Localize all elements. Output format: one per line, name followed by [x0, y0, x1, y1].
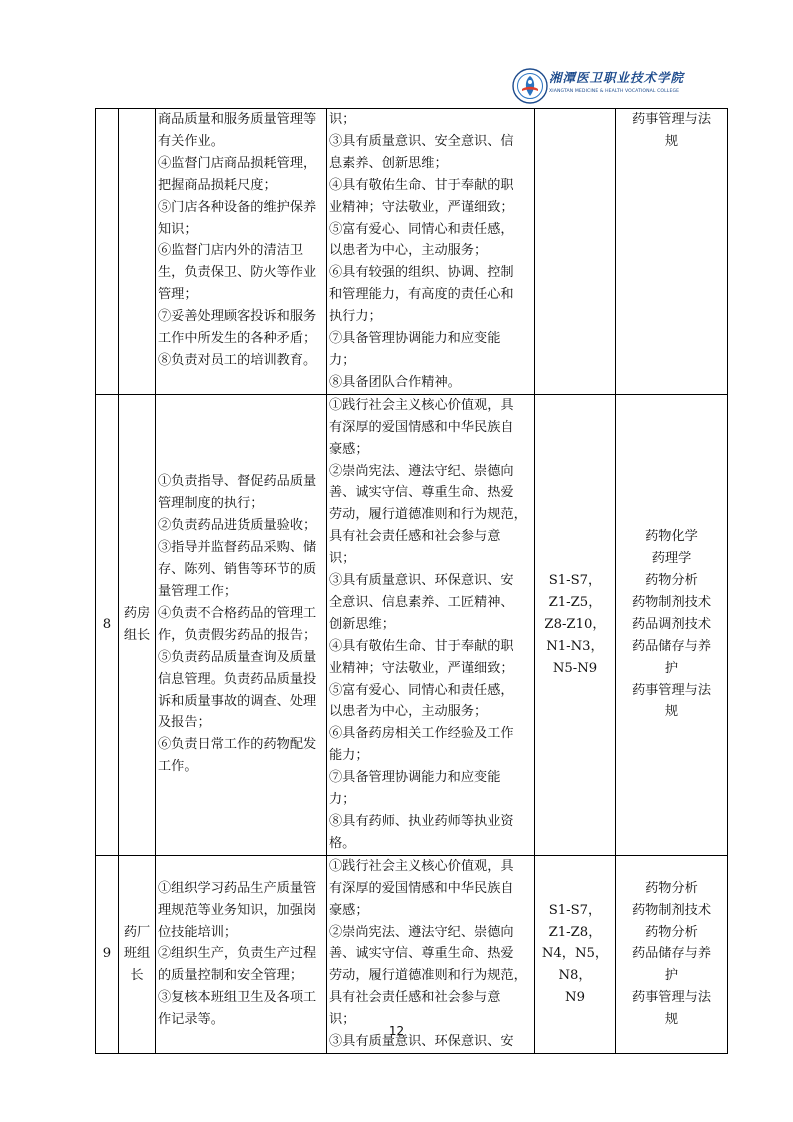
requirement-line: 豪感； [329, 441, 369, 457]
course-line: 护 [664, 660, 679, 676]
requirement-line: 识； [329, 112, 356, 127]
duty-line: ②负责药品进货质量验收； [158, 518, 317, 534]
duty-line: ③复核本班组卫生及各项工 [158, 990, 317, 1006]
duty-line: 有关作业。 [158, 133, 224, 149]
duty-line: 管理； [158, 287, 198, 303]
duty-line: ①组织学习药品生产质量管 [158, 880, 317, 896]
course-line: 药物制剂技术 [631, 594, 712, 610]
college-logo [512, 60, 717, 112]
requirement-line: 全意识、信息素养、工匠精神、 [329, 594, 514, 610]
duty-line: ⑧负责对员工的培训教育。 [158, 352, 317, 368]
requirement-line: ④具有敬佑生命、甘于奉献的职 [329, 177, 514, 193]
requirement-line: 识； [329, 1012, 356, 1028]
duty-line: 存、陈列、销售等环节的质 [158, 562, 317, 578]
requirement-line: 劳动，履行道德准则和行为规范， [329, 968, 527, 984]
duty-line: ⑤门店各种设备的维护保养 [158, 199, 317, 215]
college-name-block [549, 68, 719, 94]
requirement-line: ④具有敬佑生命、甘于奉献的职 [329, 638, 514, 654]
requirement-line: ⑥具有较强的组织、协调、控制 [329, 265, 514, 281]
duty-line: 作，负责假劣药品的报告； [158, 627, 317, 643]
course-line: 药物化学 [645, 529, 698, 545]
duty-line: 知识； [158, 221, 198, 237]
duties-cell [156, 394, 327, 855]
duty-line: ⑦妥善处理顾客投诉和服务 [158, 309, 317, 325]
requirement-line: 执行力； [329, 309, 382, 325]
table-row [96, 394, 728, 855]
course-line: 药事管理与法 [631, 112, 712, 127]
duty-line: 的质量控制和安全管理； [158, 968, 304, 984]
requirement-line: 力； [329, 792, 356, 808]
row-number [96, 109, 119, 395]
position-name: 药厂班组长 [119, 855, 156, 1053]
duties-cell [156, 109, 327, 395]
code-line: Z8-Z10， [544, 616, 606, 632]
duty-line: 商品质量和服务质量管理等 [158, 112, 317, 127]
duty-line: 生，负责保卫、防火等作业 [158, 265, 317, 281]
requirement-line: ⑧具有药师、执业药师等执业资 [329, 814, 514, 829]
course-line: 药品储存与养 [631, 946, 712, 962]
requirement-line: 能力； [329, 748, 369, 764]
code-line: Z1-Z8， [548, 924, 602, 940]
code-line: N4，N5，N8， [541, 946, 609, 984]
course-line: 药物制剂技术 [631, 902, 712, 918]
code-line: N9 [565, 990, 585, 1006]
duty-line: 量管理工作； [158, 583, 238, 599]
requirement-line: 以患者为中心，主动服务； [329, 704, 488, 720]
course-line: 规 [664, 133, 679, 149]
requirement-line: ③具有质量意识、安全意识、信 [329, 133, 514, 149]
row-number: 9 [96, 855, 119, 1053]
duty-line: ①负责指导、督促药品质量 [158, 474, 317, 490]
duty-line: ②组织生产，负责生产过程 [158, 946, 317, 962]
duty-line: 把握商品损耗尺度； [158, 177, 277, 193]
duty-line: 工作中所发生的各种矛盾； [158, 331, 317, 347]
college-name-en: XIANGTAN MEDICINE & HEALTH VOCATIONAL COLLEGE [549, 89, 680, 94]
course-line: 护 [664, 968, 679, 984]
codes-cell [535, 394, 616, 855]
duty-line: ④监督门店商品损耗管理， [158, 155, 317, 171]
requirement-line: ①践行社会主义核心价值观，具 [329, 397, 514, 413]
requirement-line: 豪感； [329, 902, 369, 918]
position-table [95, 108, 728, 1054]
duty-line: ⑥监督门店内外的清洁卫 [158, 243, 304, 259]
requirement-line: 识； [329, 551, 356, 567]
requirement-line: ②崇尚宪法、遵法守纪、崇德向 [329, 463, 514, 479]
requirement-line: ①践行社会主义核心价值观，具 [329, 858, 514, 874]
requirement-line: ⑦具备管理协调能力和应变能 [329, 331, 501, 347]
duty-line: ④负责不合格药品的管理工 [158, 605, 317, 621]
requirement-line: 力； [329, 352, 356, 368]
code-line: N5-N9 [552, 660, 598, 676]
requirement-line: 创新思维； [329, 616, 395, 632]
position-name [119, 109, 156, 395]
requirement-line: 业精神；守法敬业，严谨细致； [329, 199, 514, 215]
duty-line: ③指导并监督药品采购、储 [158, 540, 317, 556]
duty-line: 管理制度的执行； [158, 496, 264, 512]
requirement-line: 息素养、创新思维； [329, 155, 448, 171]
courses-cell [616, 109, 728, 395]
code-line: S1-S7， [548, 902, 602, 918]
requirement-line: ②崇尚宪法、遵法守纪、崇德向 [329, 924, 514, 940]
course-line: 药物分析 [645, 573, 698, 589]
requirement-line: 具有社会责任感和社会参与意 [329, 990, 501, 1006]
course-line: 药事管理与法 [631, 990, 712, 1006]
requirement-line: 具有社会责任感和社会参与意 [329, 529, 501, 545]
duty-line: 诉和质量事故的调查、处理 [158, 693, 317, 709]
duty-line: 理规范等业务知识，加强岗 [158, 902, 317, 918]
requirement-line: ⑤富有爱心、同情心和责任感， [329, 221, 514, 237]
college-emblem-icon [512, 68, 548, 104]
requirement-line: ③具有质量意识、环保意识、安 [329, 573, 514, 589]
course-line: 规 [664, 1012, 679, 1028]
course-line: 药理学 [651, 551, 692, 567]
requirement-line: 劳动，履行道德准则和行为规范， [329, 507, 527, 523]
requirement-line: 格。 [329, 835, 356, 851]
requirement-line: 善、诚实守信、尊重生命、热爱 [329, 485, 514, 501]
college-name-cn: 湘潭医卫职业技术学院 [549, 70, 685, 85]
table-body [96, 109, 728, 1054]
course-line: 药品储存与养 [631, 638, 712, 654]
code-line: S1-S7， [548, 573, 602, 589]
code-line: N1-N3， [546, 638, 604, 654]
duty-line: 及报告； [158, 715, 211, 731]
duty-line: ⑤负责药品质量查询及质量 [158, 649, 317, 665]
requirement-line: 善、诚实守信、尊重生命、热爱 [329, 946, 514, 962]
course-line: 药事管理与法 [631, 682, 712, 698]
requirements-cell [327, 109, 535, 395]
duty-line: 工作。 [158, 759, 198, 775]
page-number: 12 [388, 1024, 405, 1038]
code-line: Z1-Z5， [548, 594, 602, 610]
requirement-line: 业精神；守法敬业，严谨细致； [329, 660, 514, 676]
course-line: 规 [664, 704, 679, 720]
requirement-line: 有深厚的爱国情感和中华民族自 [329, 419, 514, 435]
requirements-cell [327, 394, 535, 855]
requirement-line: ⑤富有爱心、同情心和责任感， [329, 682, 514, 698]
duty-line: ⑥负责日常工作的药物配发 [158, 737, 317, 753]
requirement-line: ③具有质量意识、环保意识、安 [329, 1034, 514, 1050]
requirement-line: 和管理能力，有高度的责任心和 [329, 287, 514, 303]
requirement-line: 有深厚的爱国情感和中华民族自 [329, 880, 514, 896]
duty-line: 作记录等。 [158, 1012, 224, 1028]
course-line: 药物分析 [645, 880, 698, 896]
courses-cell [616, 394, 728, 855]
requirement-line: ⑥具备药房相关工作经验及工作 [329, 726, 514, 742]
requirement-line: ⑧具备团队合作精神。 [329, 374, 461, 390]
row-number: 8 [96, 394, 119, 855]
requirement-line: ⑦具备管理协调能力和应变能 [329, 770, 501, 786]
requirement-line: 以患者为中心，主动服务； [329, 243, 488, 259]
duty-line: 位技能培训； [158, 924, 238, 940]
course-line: 药品调剂技术 [631, 616, 712, 632]
codes-cell [535, 109, 616, 395]
position-name: 药房组长 [119, 394, 156, 855]
table-row [96, 109, 728, 395]
course-line: 药物分析 [645, 924, 698, 940]
duty-line: 信息管理。负责药品质量投 [158, 671, 317, 687]
